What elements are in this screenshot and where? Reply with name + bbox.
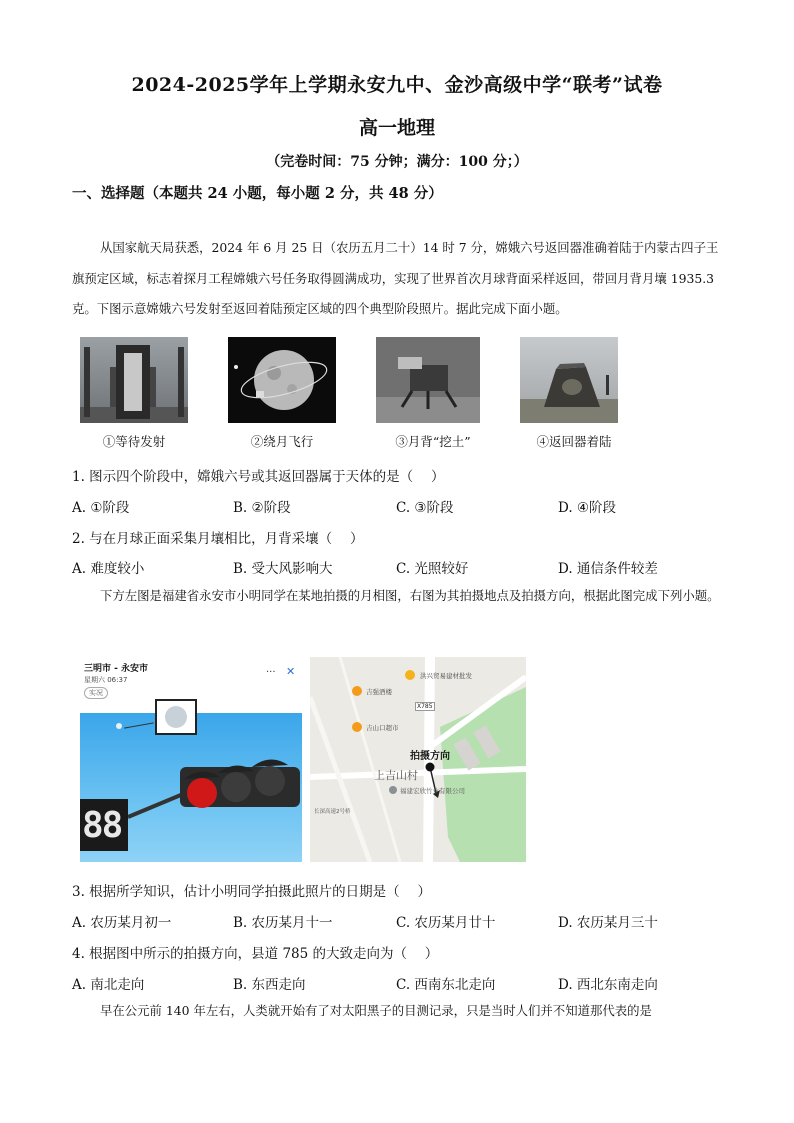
moon-zoom-box bbox=[155, 699, 197, 735]
map-label-poi3: 吉山口超市 bbox=[366, 724, 399, 732]
question-4-stem: 4. 根据图中所示的拍摄方向，县道 785 的大致走向为（ ） bbox=[72, 946, 439, 962]
question-3-option-b[interactable]: B. 农历某月十一 bbox=[233, 915, 333, 931]
capsule-image bbox=[520, 337, 618, 423]
question-3-stem: 3. 根据所学知识，估计小明同学拍摄此照片的日期是（ ） bbox=[72, 884, 431, 900]
question-4-option-d[interactable]: D. 西北东南走向 bbox=[558, 977, 658, 993]
question-4-option-a[interactable]: A. 南北走向 bbox=[72, 977, 145, 993]
photo-caption-3: ③月背“挖土” bbox=[395, 434, 471, 449]
map-label-company: 福建宏欣竹业有限公司 bbox=[400, 787, 465, 795]
map-label-poi1: 洪兴贸易建材批发 bbox=[420, 672, 472, 680]
photo-orbit bbox=[228, 337, 336, 423]
photo-caption-4: ④返回器着陆 bbox=[536, 434, 612, 449]
map-label-street: 长深高速2号桥 bbox=[314, 809, 351, 815]
question-1-stem: 1. 图示四个阶段中，嫦娥六号或其返回器属于天体的是（ ） bbox=[72, 469, 445, 485]
exam-title: 2024-2025学年上学期永安九中、金沙高级中学“联考”试卷 bbox=[131, 74, 663, 96]
countdown-display: 88 bbox=[82, 805, 122, 846]
moon-zoom bbox=[165, 706, 187, 728]
question-1-option-d[interactable]: D. ④阶段 bbox=[558, 500, 617, 516]
photo-caption-1: ①等待发射 bbox=[102, 434, 166, 449]
question-2-stem: 2. 与在月球正面采集月壤相比，月背采壤（ ） bbox=[72, 531, 364, 547]
subject-title: 高一地理 bbox=[358, 117, 435, 139]
moon-small bbox=[116, 723, 122, 729]
question-2-option-b[interactable]: B. 受大风影响大 bbox=[233, 561, 333, 577]
photo-caption-2: ②绕月飞行 bbox=[250, 434, 314, 449]
map-label-village: 上吉山村 bbox=[374, 769, 418, 782]
photo-launch bbox=[80, 337, 188, 423]
map-label-poi2: 吉强酒楼 bbox=[366, 688, 392, 696]
photo-capsule bbox=[520, 337, 618, 423]
location-map bbox=[310, 657, 526, 862]
section-heading: 一、选择题（本题共 24 小题，每小题 2 分，共 48 分） bbox=[72, 185, 443, 202]
exam-meta: （完卷时间：75 分钟；满分：100 分；） bbox=[266, 154, 528, 170]
intro-paragraph-2: 下方左图是福建省永安市小明同学在某地拍摄的月相图，右图为其拍摄地点及拍摄方向，根据此图完成下列小题。 bbox=[100, 588, 720, 603]
question-2-option-d[interactable]: D. 通信条件较差 bbox=[558, 561, 658, 577]
intro-paragraph: 从国家航天局获悉，2024 年 6 月 25 日（农历五月二十）14 时 7 分，嫦娥六号返回器准确着陆于内蒙古四子王旗预定区域，标志着探月工程嫦娥六号任务取得圆满成功，实现了世界首次月球背面采样返回，带回月背月壤 1935.3 克。下图示意嫦娥六号发射至返回着陆预定区域的四个典型阶段照片。据此完成下面小题。 bbox=[72, 240, 719, 316]
question-3-option-c[interactable]: C. 农历某月廿十 bbox=[396, 915, 496, 931]
question-4-option-c[interactable]: C. 西南东北走向 bbox=[396, 977, 496, 993]
photo-lander bbox=[376, 337, 480, 423]
phone-live-badge[interactable]: 实况 bbox=[84, 687, 108, 699]
question-2-option-c[interactable]: C. 光照较好 bbox=[396, 561, 469, 577]
close-icon[interactable]: ✕ bbox=[286, 665, 296, 678]
question-1-option-a[interactable]: A. ①阶段 bbox=[72, 500, 130, 516]
phone-time: 星期六 06:37 bbox=[84, 676, 128, 684]
more-icon[interactable]: ··· bbox=[266, 667, 276, 678]
question-1-option-b[interactable]: B. ②阶段 bbox=[233, 500, 291, 516]
question-4-option-b[interactable]: B. 东西走向 bbox=[233, 977, 306, 993]
moon-orbit-image bbox=[228, 337, 336, 423]
moon-photo bbox=[80, 657, 302, 862]
map-label-direction: 拍摄方向 bbox=[410, 751, 450, 762]
question-3-option-d[interactable]: D. 农历某月三十 bbox=[558, 915, 658, 931]
question-1-option-c[interactable]: C. ③阶段 bbox=[396, 500, 454, 516]
intro-paragraph-3: 早在公元前 140 年左右，人类就开始有了对太阳黑子的目测记录，只是当时人们并不知道那代表的是 bbox=[100, 1003, 652, 1018]
rocket-tower-image bbox=[80, 337, 188, 423]
phone-location: 三明市 - 永安市 bbox=[84, 664, 149, 674]
lander-image bbox=[376, 337, 480, 423]
question-3-option-a[interactable]: A. 农历某月初一 bbox=[72, 915, 172, 931]
map-road-badge: X785 bbox=[417, 703, 433, 710]
question-2-option-a[interactable]: A. 难度较小 bbox=[72, 561, 145, 577]
